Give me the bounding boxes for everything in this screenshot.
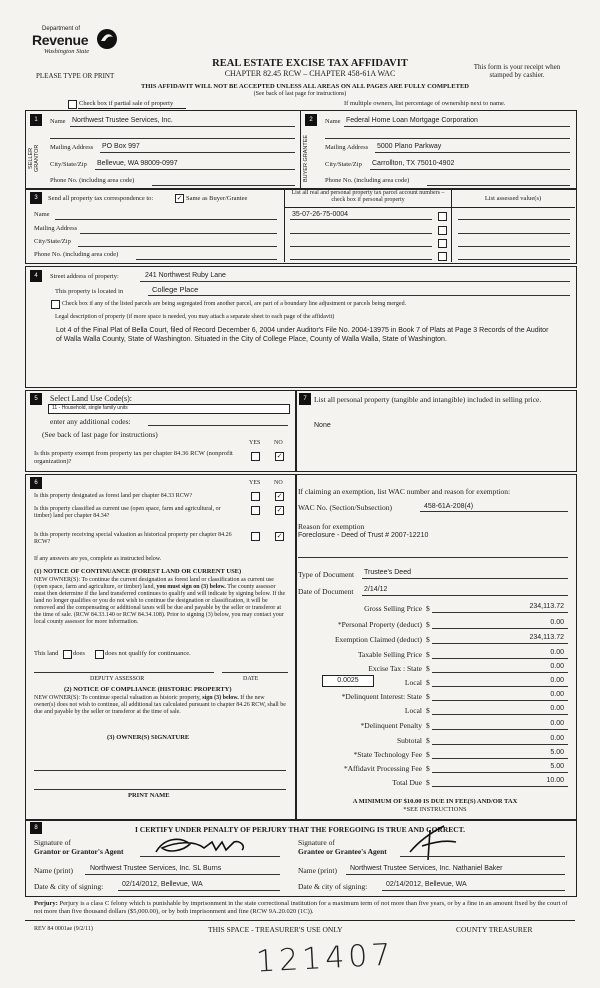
tax-label: Subtotal [396, 736, 422, 745]
grantee-name-label: Name (print) [298, 866, 337, 875]
wac-label: WAC No. (Section/Subsection) [298, 503, 392, 512]
seller-phone-label: Phone No. (including area code) [50, 177, 135, 184]
see-instructions: *SEE INSTRUCTIONS [403, 806, 467, 813]
historic-question: Is this property receiving special valuation as historical property per chapter 84.26 RCW? [34, 532, 232, 545]
tax-value[interactable]: 0.00 [550, 619, 564, 626]
currency-sign: $ [426, 604, 430, 613]
tax-label: *Delinquent Interest: State [341, 692, 422, 701]
seller-mailing[interactable]: PO Box 997 [102, 143, 140, 150]
tax-label: *State Technology Fee [353, 750, 422, 759]
does-label: does [73, 650, 85, 657]
perjury-bold: Perjury: [34, 900, 58, 907]
reason-label: Reason for exemption [298, 522, 365, 531]
currency-sign: $ [426, 750, 430, 759]
if-yes-note: If any answers are yes, complete as instructed below. [34, 556, 162, 562]
continuance-body-1: NEW OWNER(S): To continue the current designation as forest land or classification as current use (open space, farm and agriculture, or timber) land, [34, 577, 274, 590]
buyer-mailing-label: Mailing Address [325, 144, 369, 151]
treasurer-space: THIS SPACE - TREASURER'S USE ONLY [208, 925, 343, 934]
currency-sign: $ [426, 692, 430, 701]
parcel-2-personal-checkbox[interactable] [438, 226, 447, 235]
tax-label: Taxable Selling Price [357, 650, 422, 659]
seller-city[interactable]: Bellevue, WA 98009-0997 [97, 160, 178, 167]
grantor-signature [150, 834, 270, 858]
buyer-name-label: Name [325, 118, 341, 125]
buyer-phone-label: Phone No. (including area code) [325, 177, 410, 184]
tax-value[interactable]: 0.00 [550, 649, 564, 656]
partial-sale-checkbox[interactable] [68, 100, 77, 109]
logo-dept: Department of [42, 26, 81, 32]
additional-codes-label: enter any additional codes: [50, 417, 131, 426]
tax-label: Total Due [392, 778, 422, 787]
tax-value[interactable]: 0.00 [550, 691, 564, 698]
land-use-label: Select Land Use Code(s): [50, 394, 132, 403]
tax-label: *Delinquent Penalty [360, 721, 422, 730]
form-subtitle: CHAPTER 82.45 RCW – CHAPTER 458-61A WAC [224, 69, 396, 78]
currency-sign: $ [426, 650, 430, 659]
logo-name: Revenue [32, 32, 89, 48]
seller-mailing-label: Mailing Address [50, 144, 94, 151]
county-treasurer: COUNTY TREASURER [456, 925, 533, 934]
form-warning: THIS AFFIDAVIT WILL NOT BE ACCEPTED UNLESS ALL AREAS ON ALL PAGES ARE FULLY COMPLETED [141, 83, 469, 90]
buyer-grantee-label: BUYER GRANTEE [303, 134, 309, 182]
exemption-label: If claiming an exemption, list WAC number and reason for exemption: [298, 487, 511, 496]
deputy-assessor-label: DEPUTY ASSESSOR [90, 676, 145, 682]
grantor-sig-label-1: Signature of [34, 838, 71, 847]
current-use-no-checkbox[interactable]: ✓ [276, 506, 283, 514]
section-8-number: 8 [30, 822, 42, 834]
s6-yes-header: YES [249, 480, 261, 486]
exempt-no-header: NO [274, 440, 283, 446]
continuance-title: (1) NOTICE OF CONTINUANCE (FOREST LAND OR CURRENT USE) [34, 568, 242, 575]
legal-description[interactable]: Lot 4 of the Final Plat of Bella Court, filed of Record December 6, 2004 under Auditor's File No. 2004-13975 in Book 7 of Plats at Page 3 Records of the Auditor of Walla Walla County, State of Washington. Situated in the City of College Place, County of Walla Walla, State of Washington. [56, 327, 549, 343]
land-use-value: 11 - Household, single family units [52, 405, 128, 411]
tax-value[interactable]: 0.00 [550, 735, 564, 742]
tax-value[interactable]: 5.00 [550, 763, 564, 770]
currency-sign: $ [426, 620, 430, 629]
doc-type-label: Type of Document [298, 570, 355, 579]
section-6-block [25, 474, 297, 821]
deputy-date-label: DATE [243, 676, 259, 682]
continuance-body [34, 577, 286, 626]
corr-phone-label: Phone No. (including area code) [34, 251, 119, 258]
current-use-question: Is this property classified as current use (open space, farm and agricultural, or timber) land per chapter 84.34? [34, 506, 221, 519]
doc-date[interactable]: 2/14/12 [364, 586, 388, 593]
tax-label: Local [404, 706, 422, 715]
certify-statement: I CERTIFY UNDER PENALTY OF PERJURY THAT THE FOREGOING IS TRUE AND CORRECT. [134, 825, 465, 834]
seller-name-label: Name [50, 118, 66, 125]
historic-no-checkbox[interactable]: ✓ [276, 532, 283, 540]
grantor-date-label: Date & city of signing: [34, 882, 104, 891]
buyer-city-label: City/State/Zip [325, 161, 362, 168]
seller-grantor-label: SELLER GRANTOR [28, 144, 40, 172]
tax-value[interactable]: 0.00 [550, 720, 564, 727]
local-rate: 0.0025 [337, 677, 359, 684]
compliance-title: (2) NOTICE OF COMPLIANCE (HISTORIC PROPERTY) [64, 686, 232, 693]
land-use-see-back: (See back of last page for instructions) [42, 430, 158, 439]
exempt-yes-header: YES [249, 440, 261, 446]
same-as-buyer-label: Same as Buyer/Grantee [186, 195, 248, 202]
handwritten-number: 121407 [255, 937, 396, 980]
buyer-city[interactable]: Carrollton, TX 75010-4902 [372, 160, 455, 167]
rev-number: REV 84 0001ae (9/2/11) [34, 926, 93, 932]
perjury-notice [34, 900, 572, 916]
currency-sign: $ [426, 736, 430, 745]
currency-sign: $ [426, 635, 430, 644]
receipt-note: This form is your receipt when stamped by cashier. [473, 63, 561, 79]
currency-sign: $ [426, 764, 430, 773]
tax-label: Excise Tax : State [368, 664, 422, 673]
seller-city-label: City/State/Zip [50, 161, 87, 168]
form-title: REAL ESTATE EXCISE TAX AFFIDAVIT [212, 58, 408, 69]
corr-mailing-label: Mailing Address [34, 225, 78, 232]
tax-label: *Affidavit Processing Fee [343, 764, 422, 773]
corr-city-label: City/State/Zip [34, 238, 71, 245]
minimum-note: A MINIMUM OF $10.00 IS DUE IN FEE(S) AND/OR TAX [352, 798, 518, 805]
located-in-label: This property is located in [55, 288, 124, 295]
forest-no-checkbox[interactable]: ✓ [276, 492, 283, 500]
parcel-4-personal-checkbox[interactable] [438, 252, 447, 261]
parcel-1-personal-checkbox[interactable] [438, 212, 447, 221]
forest-yes-checkbox[interactable] [251, 492, 260, 501]
logo-emblem-icon [96, 28, 118, 50]
currency-sign: $ [426, 678, 430, 687]
personal-property[interactable]: None [314, 422, 331, 429]
historic-yes-checkbox[interactable] [251, 532, 260, 541]
grantor-agent-label: Grantor or Grantor's Agent [34, 847, 124, 856]
grantee-sig-label-1: Signature of [298, 838, 335, 847]
doc-type[interactable]: Trustee's Deed [364, 569, 411, 576]
tax-value[interactable]: 0.00 [550, 663, 564, 670]
continuance-bold: you must sign on (3) below. [156, 584, 226, 590]
tax-value[interactable]: 10.00 [546, 777, 564, 784]
parcel-header: List all real and personal property tax parcel account numbers – check box if personal property [291, 190, 445, 203]
exempt-yes-checkbox[interactable] [251, 452, 260, 461]
section-5-number: 5 [30, 393, 42, 405]
compliance-bold: sign (3) below. [202, 695, 239, 701]
compliance-body-1: NEW OWNER(S): To continue special valuation as historic property, [34, 695, 201, 701]
buyer-mailing[interactable]: 5000 Plano Parkway [377, 143, 442, 150]
tax-value[interactable]: 0.00 [550, 677, 564, 684]
segregated-label: Check box if any of the listed parcels are being segregated from another parcel, are part of a boundary line adjustment or parcels being merged. [62, 301, 407, 307]
grantee-print-name[interactable]: Northwest Trustee Services, Inc. Nathaniel Baker [350, 865, 503, 872]
partial-sale-label: Check box if partial sale of property [79, 100, 174, 107]
send-correspondence-label: Send all property tax correspondence to: [48, 195, 154, 202]
legal-description-label: Legal description of property (if more space is needed, you may attach a separate sheet to each page of the affidavit) [55, 314, 335, 320]
grantor-name-label: Name (print) [34, 866, 73, 875]
print-name-label: PRINT NAME [128, 792, 170, 799]
section-7-number: 7 [299, 393, 311, 405]
current-use-yes-checkbox[interactable] [251, 506, 260, 515]
currency-sign: $ [426, 721, 430, 730]
grantee-agent-label: Grantee or Grantee's Agent [298, 847, 387, 856]
seller-name[interactable]: Northwest Trustee Services, Inc. [72, 117, 173, 124]
doc-date-label: Date of Document [298, 587, 354, 596]
personal-property-label: List all personal property (tangible and intangible) included in selling price. [314, 395, 542, 404]
tax-value[interactable]: 234,113.72 [529, 634, 564, 641]
corr-name-label: Name [34, 211, 50, 218]
buyer-name[interactable]: Federal Home Loan Mortgage Corporation [346, 117, 478, 124]
street-address-label: Street address of property: [50, 273, 119, 280]
compliance-body-2: If the new owner(s) does not wish to continue, all additional tax calculated pursuant to chapter 84.26 RCW, shall be due and payable by the seller or transferor at the time of sale. [34, 695, 286, 715]
section-6-number: 6 [30, 477, 42, 489]
continuance-body-2: The county assessor must then determine if the land transferred continues to qualify and will indicate by signing below. If the land no longer qualifies or you do not wish to continue the designation or classification, it will be removed and the compensating or additional taxes will be due and payable by the seller or transferor at the time of sale. (RCW 84.33.140 or RCW 84.34.108). Prior to signing (3) below, you may contact your local county assessor for more information. [34, 584, 286, 625]
assessed-header: List assessed value(s) [484, 195, 542, 202]
exempt-no-checkbox[interactable]: ✓ [276, 452, 283, 460]
wac-number[interactable]: 458-61A-208(4) [424, 503, 474, 510]
currency-sign: $ [426, 664, 430, 673]
does-not-label: does not qualify for continuance. [105, 650, 191, 657]
grantee-date-city[interactable]: 02/14/2012, Bellevue, WA [386, 881, 467, 888]
tax-value[interactable]: 0.00 [550, 705, 564, 712]
street-address[interactable]: 241 Northwest Ruby Lane [145, 272, 226, 279]
tax-label: Gross Selling Price [364, 604, 422, 613]
multiple-owners-note: If multiple owners, list percentage of ownership next to name. [344, 100, 506, 107]
exempt-question: Is this property exempt from property tax per chapter 84.36 RCW (nonprofit organization)? [34, 450, 233, 465]
section-1-number: 1 [30, 114, 42, 126]
section-2-number: 2 [305, 114, 317, 126]
forest-land-question: Is this property designated as forest land per chapter 84.33 RCW? [34, 493, 193, 499]
compliance-body [34, 695, 286, 716]
this-land-label: This land [34, 650, 59, 657]
grantor-print-name[interactable]: Northwest Trustee Services, Inc. SL Burns [90, 865, 222, 872]
grantor-date-city[interactable]: 02/14/2012, Bellevue, WA [122, 881, 203, 888]
section-4-number: 4 [30, 270, 42, 282]
owner-signature-label: (3) OWNER(S) SIGNATURE [107, 734, 190, 741]
currency-sign: $ [426, 706, 430, 715]
tax-value[interactable]: 5.00 [550, 749, 564, 756]
section-3-number: 3 [30, 192, 42, 204]
grantee-date-label: Date & city of signing: [298, 882, 368, 891]
exemption-reason[interactable]: Foreclosure - Deed of Trust # 2007-12210 [298, 532, 429, 539]
segregated-checkbox[interactable] [51, 300, 60, 309]
perjury-text: Perjury is a class C felony which is punishable by imprisonment in the state correctional institution for a maximum term of not more than five years, or by a fine in an amount fixed by the court of not more than five thousand dollars ($5,000.00), or by both imprisonment and fine (RCW 9A.20.020 (1C)). [34, 900, 568, 915]
tax-label: Exemption Claimed (deduct) [334, 635, 422, 644]
parcel-3-personal-checkbox[interactable] [438, 239, 447, 248]
currency-sign: $ [426, 778, 430, 787]
does-not-checkbox[interactable] [95, 650, 104, 659]
located-in[interactable]: College Place [152, 285, 199, 294]
see-back-note: (See back of last page for instructions) [253, 91, 347, 97]
tax-value[interactable]: 234,113.72 [529, 603, 564, 610]
logo [30, 26, 120, 66]
parcel-number-1[interactable]: 35-07-26-75-0004 [292, 211, 349, 218]
does-checkbox[interactable] [63, 650, 72, 659]
please-type: PLEASE TYPE OR PRINT [36, 72, 115, 80]
same-as-buyer-checkbox[interactable]: ✓ [176, 194, 183, 202]
logo-state: Washington State [44, 48, 90, 55]
tax-label: *Personal Property (deduct) [337, 620, 422, 629]
tax-label: Local [404, 678, 422, 687]
s6-no-header: NO [274, 480, 283, 486]
